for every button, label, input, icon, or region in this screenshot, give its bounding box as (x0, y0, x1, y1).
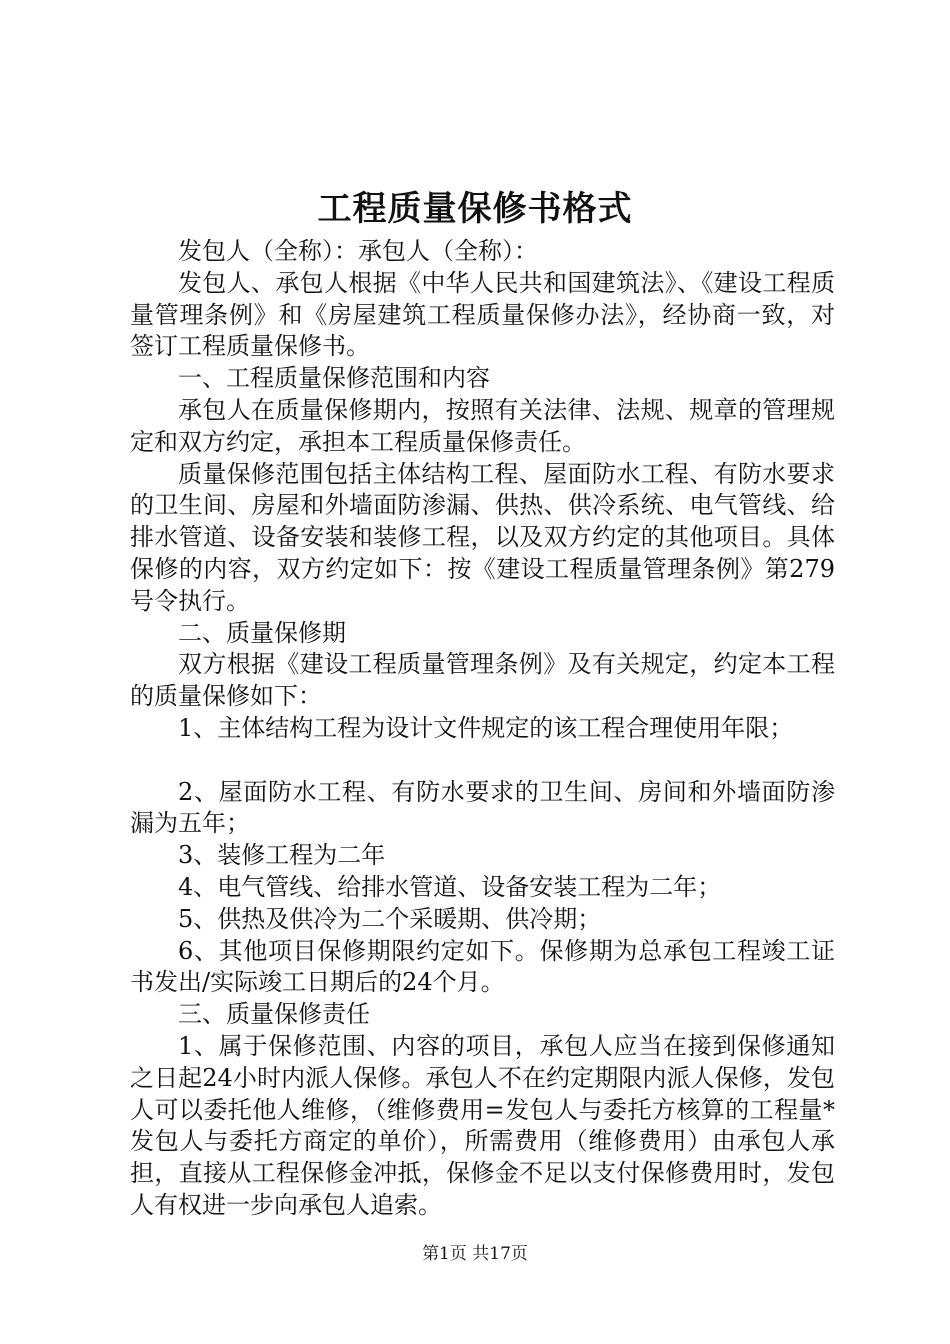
intro-paragraph: 发包人、承包人根据《中华人民共和国建筑法》、《建设工程质量管理条例》和《房屋建筑工程质量保修办法》，经协商一致，对签订工程质量保修书。 (130, 268, 835, 361)
period-item-4: 4、电气管线、给排水管道、设备安装工程为二年； (178, 872, 722, 901)
period-item-6: 6、其他项目保修期限约定如下。保修期为总承包工程竣工证书发出/实际竣工日期后的24个月。 (130, 936, 835, 997)
scope-paragraph-2: 质量保修范围包括主体结构工程、屋面防水工程、有防水要求的卫生间、房屋和外墙面防渗漏、供热、供冷系统、电气管线、给排水管道、设备安装和装修工程，以及双方约定的其他项目。具体保修的内容，双方约定如下：按《建设工程质量管理条例》第279号令执行。 (130, 459, 835, 615)
section-heading-scope: 一、工程质量保修范围和内容 (178, 364, 490, 393)
scope-paragraph-1: 承包人在质量保修期内，按照有关法律、法规、规章的管理规定和双方约定，承担本工程质量保修责任。 (130, 395, 835, 456)
section-heading-period: 二、质量保修期 (178, 618, 346, 647)
blank-line (130, 745, 835, 777)
period-item-5: 5、供热及供冷为二个采暖期、供冷期； (178, 904, 602, 933)
page-number-footer: 第1页 共17页 (422, 1244, 528, 1264)
period-intro-paragraph: 双方根据《建设工程质量管理条例》及有关规定，约定本工程的质量保修如下： (130, 650, 835, 711)
document-body (130, 236, 835, 1222)
responsibility-item-1: 1、属于保修范围、内容的项目，承包人应当在接到保修通知之日起24小时内派人保修。承包人不在约定期限内派人保修，发包人可以委托他人维修，（维修费用=发包人与委托方核算的工程量*发包人与委托方商定的单价），所需费用（维修费用）由承包人承担，直接从工程保修金冲抵，保修金不足以支付保修费用时，发包人有权进一步向承包人追索。 (130, 1031, 835, 1219)
parties-line: 发包人（全称）：承包人（全称）： (178, 237, 538, 265)
period-item-2: 2、屋面防水工程、有防水要求的卫生间、房间和外墙面防渗漏为五年； (130, 777, 835, 838)
document-title: 工程质量保修书格式 (317, 189, 633, 229)
period-item-3: 3、装修工程为二年 (178, 841, 386, 870)
period-item-1: 1、主体结构工程为设计文件规定的该工程合理使用年限； (178, 713, 794, 742)
section-heading-responsibility: 三、质量保修责任 (178, 1000, 370, 1029)
